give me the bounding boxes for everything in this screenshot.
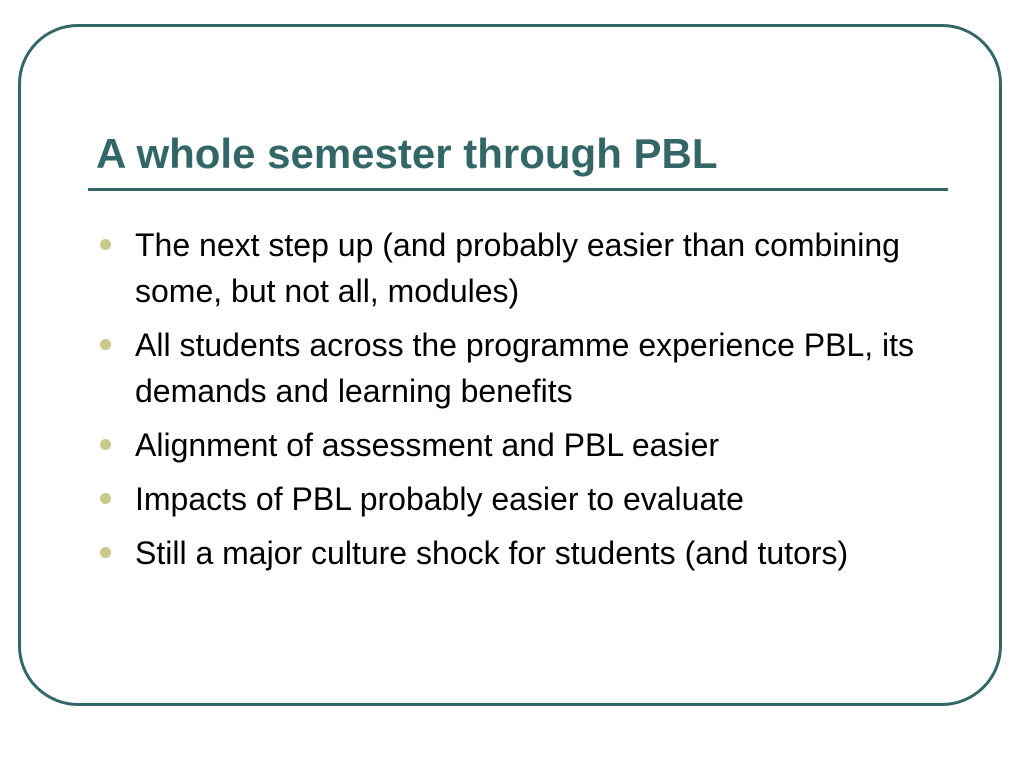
bullet-dot-icon bbox=[100, 439, 111, 450]
title-divider bbox=[88, 188, 948, 191]
bullet-item bbox=[96, 530, 956, 576]
bullet-text: Still a major culture shock for students (and tutors) bbox=[135, 535, 849, 571]
bullet-item bbox=[96, 476, 956, 522]
bullet-dot-icon bbox=[100, 493, 111, 504]
bullet-text: All students across the programme experience PBL, its demands and learning benefits bbox=[135, 327, 915, 409]
bullet-dot-icon bbox=[100, 339, 111, 350]
bullet-list bbox=[96, 222, 956, 584]
bullet-dot-icon bbox=[100, 547, 111, 558]
bullet-item bbox=[96, 422, 956, 468]
bullet-item bbox=[96, 222, 956, 314]
bullet-dot-icon bbox=[100, 239, 111, 250]
bullet-item bbox=[96, 322, 956, 414]
bullet-text: Alignment of assessment and PBL easier bbox=[135, 427, 720, 463]
slide-title: A whole semester through PBL bbox=[96, 130, 718, 177]
bullet-text: Impacts of PBL probably easier to evaluate bbox=[135, 481, 744, 517]
bullet-text: The next step up (and probably easier than combining some, but not all, modules) bbox=[135, 227, 900, 309]
